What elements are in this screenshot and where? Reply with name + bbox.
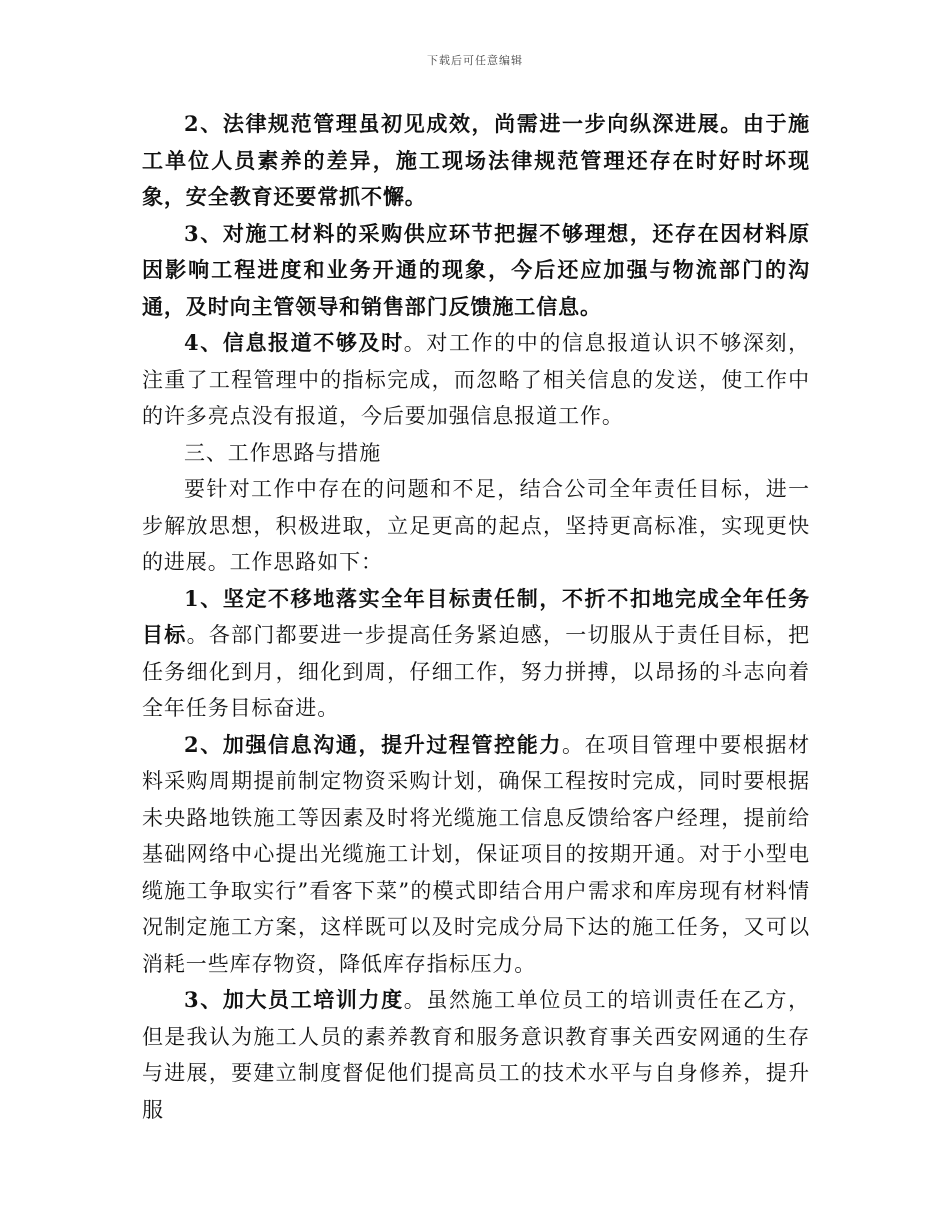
section-heading-work-ideas: 三、工作思路与措施 [184, 440, 382, 465]
paragraph-target-responsibility [142, 581, 810, 727]
paragraph-bold-text: 1、坚定不移地落实全年目标责任制，不折不扣地完成全年任务目标 [142, 585, 810, 647]
paragraph-bold-text: 4、信息报道不够及时 [184, 330, 404, 355]
paragraph-text: 。对工作的中的信息报道认识不够深刻，注重了工程管理中的指标完成，而忽略了相关信息的发送，使工作中的许多亮点没有报道，今后要加强信息报道工作。 [142, 331, 810, 428]
paragraph-bold-text: 2、法律规范管理虽初见成效，尚需进一步向纵深进展。由于施工单位人员素养的差异，施工现场法律规范管理还存在时好时坏现象，安全教育还要常抓不懈。 [142, 111, 810, 209]
paragraph-bold-text: 3、加大员工培训力度 [184, 987, 404, 1012]
paragraph-material-procurement [142, 216, 810, 326]
paragraph-information-reporting [142, 325, 810, 435]
paragraph-text: 。在项目管理中要根据材料采购周期提前制定物资采购计划，确保工程按时完成，同时要根据未央路地铁施工等因素及时将光缆施工信息反馈给客户经理，提前给基础网络中心提出光缆施工计划，保证项目的按期开通。对于小型电缆施工争取实行”看客下菜”的模式即结合用户需求和库房现有材料情况制定施工方案，这样既可以及时完成分局下达的施工任务，又可以消耗一些库存物资，降低库存指标压力。 [142, 732, 810, 976]
page-header-note: 下载后可任意编辑 [427, 54, 523, 67]
paragraph-legal-management [142, 106, 810, 216]
paragraph-information-communication [142, 727, 810, 983]
paragraph-bold-text: 2、加强信息沟通，提升过程管控能力 [184, 731, 562, 757]
paragraph-staff-training [142, 982, 810, 1128]
paragraph-work-ideas-intro: 要针对工作中存在的问题和不足，结合公司全年责任目标，进一步解放思想，积极进取，立足更高的起点，坚持更高标准，实现更快的进展。工作思路如下： [142, 477, 810, 574]
paragraph-text: 。各部门都要进一步提高任务紧迫感，一切服从于责任目标，把任务细化到月，细化到周，仔细工作，努力拼搏，以昂扬的斗志向着全年任务目标奋进。 [142, 623, 810, 720]
paragraph-bold-text: 3、对施工材料的采购供应环节把握不够理想，还存在因材料原因影响工程进度和业务开通的现象，今后还应加强与物流部门的沟通，及时向主管领导和销售部门反馈施工信息。 [142, 220, 810, 319]
paragraph-text: 。虽然施工单位员工的培训责任在乙方，但是我认为施工人员的素养教育和服务意识教育事关西安网通的生存与进展，要建立制度督促他们提高员工的技术水平与自身修养，提升服 [142, 988, 810, 1122]
document-body [142, 106, 810, 1128]
